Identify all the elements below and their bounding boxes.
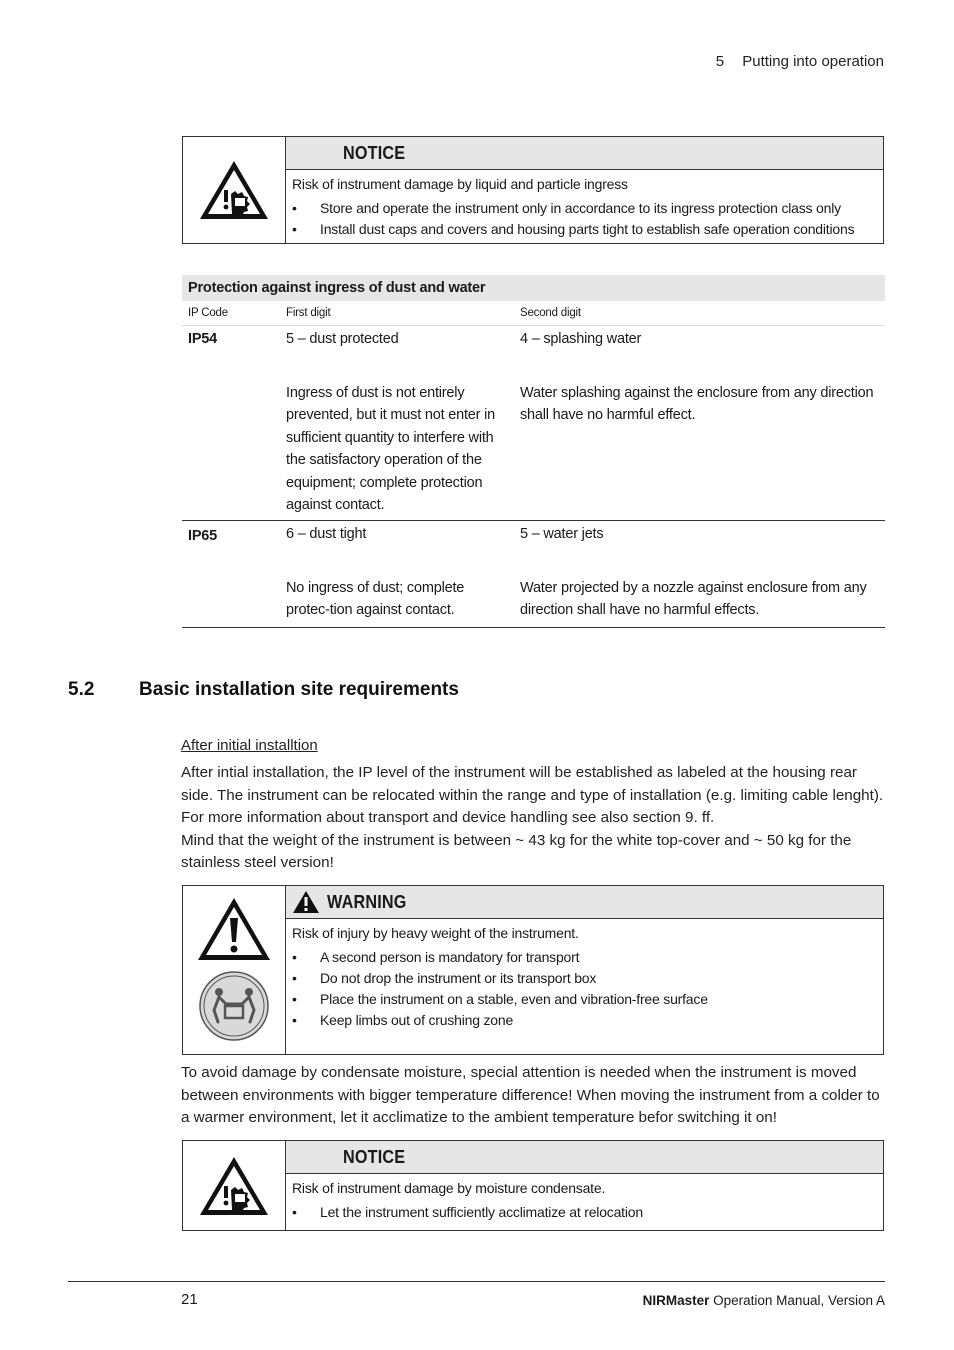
warning-title: WARNING (327, 891, 407, 912)
table-title: Protection against ingress of dust and water (182, 275, 885, 301)
list-item: • Store and operate the instrument only in accordance to its ingress protection class only (292, 200, 841, 216)
notice-title: NOTICE (343, 142, 406, 163)
notice-bullet-list (292, 200, 877, 237)
notice-bullet-list (292, 1204, 877, 1220)
running-header (716, 53, 884, 70)
notice-box-ingress (182, 136, 884, 244)
footer-divider (68, 1281, 885, 1282)
section-number: 5.2 (68, 679, 95, 700)
warning-intro: Risk of injury by heavy weight of the instrument. (292, 925, 579, 941)
table-row (182, 326, 885, 521)
first-digit-description: Ingress of dust is not entirely prevented, but it must not enter in sufficient quantity to interfere with the satisfactory operation of the equipment; complete protection against contact. (286, 384, 496, 513)
list-item: • A second person is mandatory for transport (292, 949, 580, 965)
notice-title-bar (286, 137, 883, 170)
body-paragraph: After intial installation, the IP level of the instrument will be established as labeled at the housing rear side. The instrument can be relocated within the range and type of installation (e.g. limiting cable lenght). For more information about transport and device handling see also section 9. ff. Mind that the weight of the instrument is between ~ 43 kg for the white top-cover and ~ 50 kg for the stainless steel version! (181, 764, 884, 871)
warning-title-bar (286, 886, 883, 919)
column-header-ip-code: IP Code (188, 307, 228, 319)
list-item: • Let the instrument sufficiently acclimatize at relocation (292, 1204, 643, 1220)
first-digit-description: No ingress of dust; complete protec-tion against contact. (286, 579, 465, 618)
list-item: • Place the instrument on a stable, even and vibration-free surface (292, 991, 708, 1007)
first-digit-short: 5 – dust protected (286, 331, 399, 347)
ip-code-cell: IP65 (188, 528, 218, 544)
subheading: After initial installtion (181, 737, 318, 754)
table-header-row (182, 301, 885, 326)
chapter-number: 5 (715, 53, 725, 70)
footer-doc-title (643, 1293, 885, 1308)
column-header-second-digit: Second digit (520, 307, 581, 319)
list-item: • Do not drop the instrument or its transport box (292, 970, 597, 986)
warning-box-weight (182, 885, 884, 1055)
condensate-paragraph: To avoid damage by condensate moisture, special attention is needed when the instrument is moved between environments with bigger temperature difference! When moving the instrument from a colder to a warmer environment, let it acclimatize to the ambient temperature befor switching it on! (181, 1064, 880, 1126)
notice-intro: Risk of instrument damage by liquid and particle ingress (292, 176, 628, 192)
ip-code-cell: IP54 (188, 331, 218, 347)
notice-icon-cell (183, 1141, 286, 1230)
second-digit-description: Water splashing against the enclosure from any direction shall have no harmful effect. (520, 384, 874, 423)
brand-name: NIRMaster (642, 1293, 710, 1308)
notice-icon-cell (183, 137, 286, 243)
hand-damage-warning-icon (198, 1154, 270, 1218)
two-person-lift-icon (198, 970, 270, 1042)
notice-box-condensate (182, 1140, 884, 1231)
table-row (182, 521, 885, 628)
doc-title: Operation Manual, Version A (713, 1293, 885, 1308)
notice-title-bar (286, 1141, 883, 1174)
exclamation-warning-icon (196, 896, 272, 962)
hand-damage-warning-icon (198, 158, 270, 222)
notice-title: NOTICE (343, 1146, 406, 1167)
warning-triangle-icon (292, 890, 320, 914)
protection-table (182, 275, 885, 628)
second-digit-description: Water projected by a nozzle against enclosure from any direction shall have no harmful effects. (520, 579, 867, 618)
notice-intro: Risk of instrument damage by moisture condensate. (292, 1180, 606, 1196)
first-digit-short: 6 – dust tight (286, 526, 367, 542)
column-header-first-digit: First digit (286, 307, 331, 319)
warning-bullet-list (292, 949, 877, 1028)
warning-icon-cell (183, 886, 286, 1054)
second-digit-short: 4 – splashing water (520, 331, 642, 347)
section-title: Basic installation site requirements (139, 679, 459, 700)
list-item: • Install dust caps and covers and housing parts tight to establish safe operation conditions (292, 221, 855, 237)
page-number: 21 (181, 1291, 198, 1308)
section-heading (68, 679, 459, 701)
second-digit-short: 5 – water jets (520, 526, 604, 542)
chapter-title: Putting into operation (742, 53, 884, 70)
list-item: • Keep limbs out of crushing zone (292, 1012, 514, 1028)
